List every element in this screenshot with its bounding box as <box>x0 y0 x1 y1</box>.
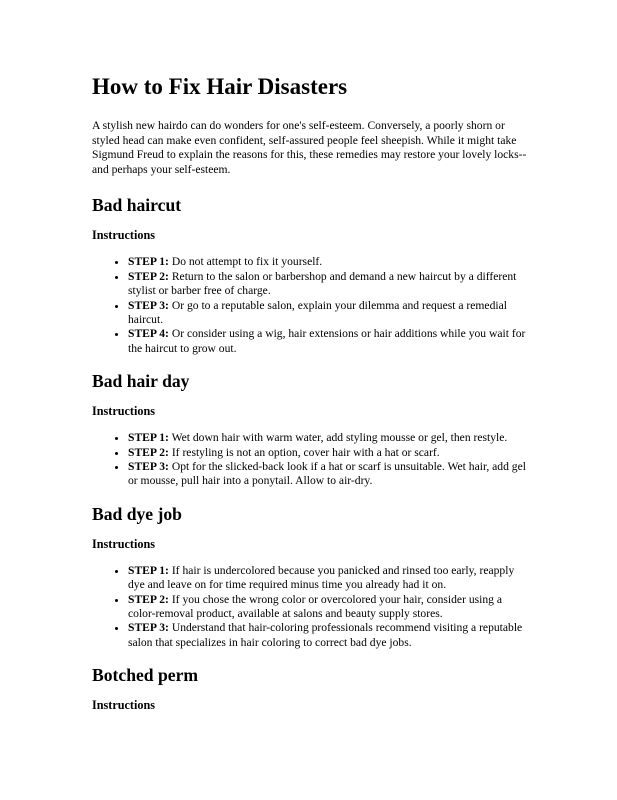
step-text: Opt for the slicked-back look if a hat or scarf is unsuitable. Wet hair, add gel or mousse, pull hair into a ponytail. Allow to air-dry. <box>128 460 526 488</box>
step-text: Or consider using a wig, hair extensions or hair additions while you wait for the haircut to grow out. <box>128 327 526 355</box>
step-label: STEP 1: <box>128 255 169 269</box>
section-heading-bad-dye-job: Bad dye job <box>92 503 182 524</box>
list-item <box>128 446 532 460</box>
step-text: Wet down hair with warm water, add styling mousse or gel, then restyle. <box>168 431 508 445</box>
list-item <box>128 564 532 593</box>
step-label: STEP 4: <box>128 327 169 341</box>
instructions-subheading: Instructions <box>92 404 155 419</box>
steps-list <box>92 255 532 356</box>
list-item <box>128 270 532 299</box>
list-item <box>128 593 532 622</box>
list-item <box>128 299 532 328</box>
step-label: STEP 2: <box>128 592 169 606</box>
step-label: STEP 1: <box>128 563 169 577</box>
list-item <box>128 460 532 489</box>
list-item <box>128 621 532 650</box>
section-heading-bad-hair-day: Bad hair day <box>92 371 190 392</box>
step-text: If you chose the wrong color or overcolored your hair, consider using a color-removal product, available at salons and beauty supply stores. <box>128 592 502 621</box>
step-label: STEP 1: <box>128 431 169 445</box>
step-label: STEP 3: <box>128 298 169 312</box>
step-text: Or go to a reputable salon, explain your dilemma and request a remedial haircut. <box>128 298 507 326</box>
section-heading-botched-perm: Botched perm <box>92 665 199 686</box>
instructions-subheading: Instructions <box>92 536 155 551</box>
step-text: Understand that hair-coloring professionals recommend visiting a reputable salon that specializes in hair coloring to correct bad dye jobs. <box>128 621 523 649</box>
intro-paragraph: A stylish new hairdo can do wonders for one's self-esteem. Conversely, a poorly shorn or styled head can make even confident, self-assured people feel sheepish. While it might take Sigmund Freud to explain the reasons for this, these remedies may restore your lovely locks--and perhaps your self-esteem. <box>92 119 527 176</box>
step-label: STEP 3: <box>128 460 169 474</box>
step-text: Return to the salon or barbershop and demand a new haircut by a different stylist or barber free of charge. <box>128 269 517 298</box>
step-label: STEP 3: <box>128 621 169 635</box>
section-heading-bad-haircut: Bad haircut <box>92 195 182 216</box>
page-title: How to Fix Hair Disasters <box>92 74 348 99</box>
steps-list <box>92 564 532 650</box>
document-page <box>92 72 532 725</box>
instructions-subheading: Instructions <box>92 228 155 243</box>
step-text: If restyling is not an option, cover hair with a hat or scarf. <box>168 445 440 459</box>
list-item <box>128 327 532 356</box>
step-label: STEP 2: <box>128 445 169 459</box>
instructions-subheading: Instructions <box>92 698 155 713</box>
step-text: If hair is undercolored because you panicked and rinsed too early, reapply dye and leave on for time required minus time you already had it on. <box>128 563 515 592</box>
list-item <box>128 431 532 445</box>
step-text: Do not attempt to fix it yourself. <box>168 255 323 269</box>
steps-list <box>92 431 532 489</box>
step-label: STEP 2: <box>128 269 169 283</box>
list-item <box>128 255 532 269</box>
